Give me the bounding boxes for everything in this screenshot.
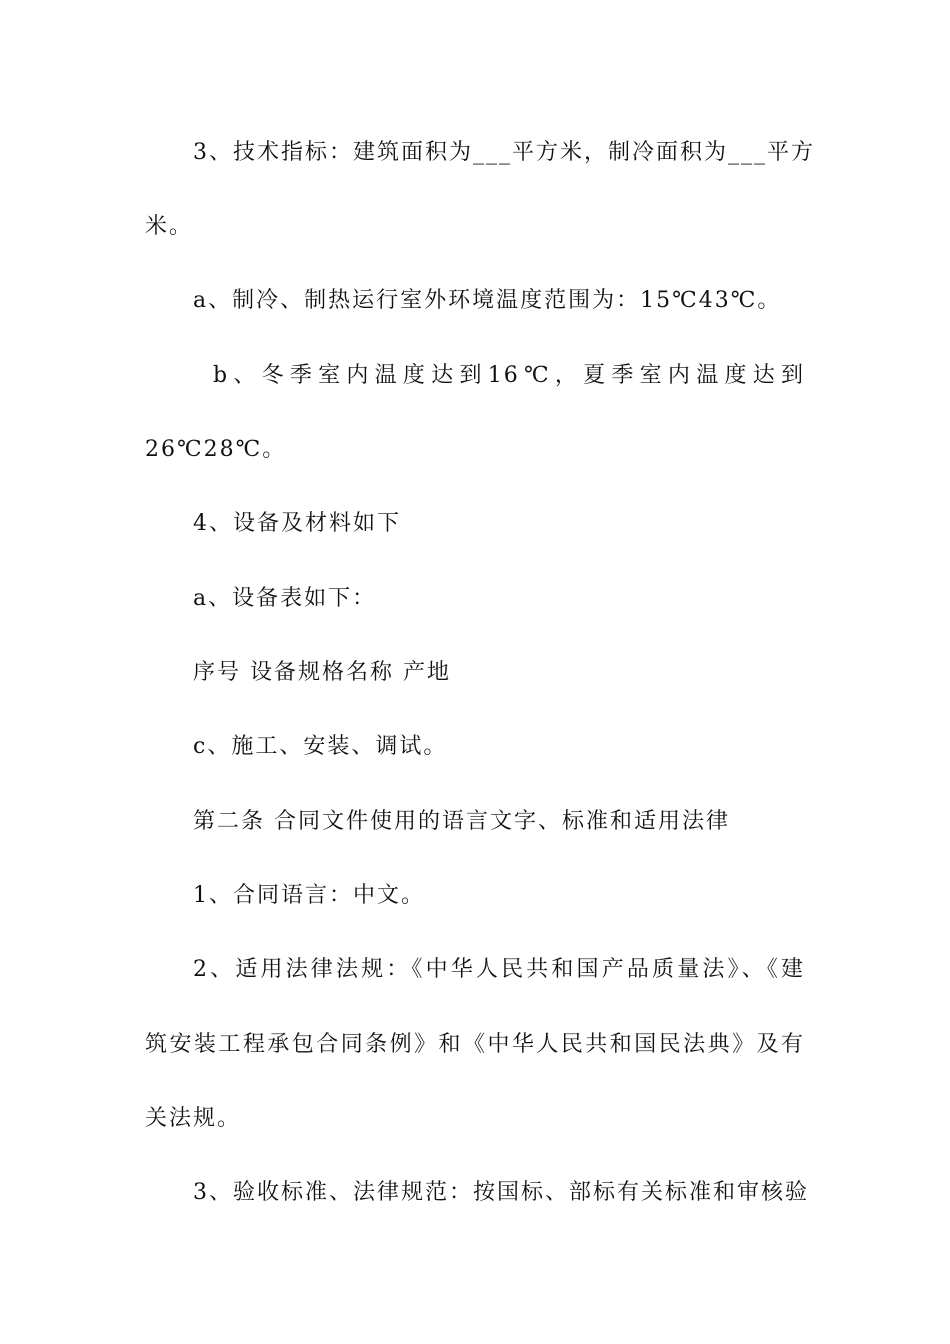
paragraph-line: 筑安装工程承包合同条例》和《中华人民共和国民法典》及有 — [145, 1032, 805, 1057]
paragraph-line: 米。 — [145, 214, 194, 239]
paragraph-line: 3、验收标准、法律规范：按国标、部标有关标准和审核验 — [193, 1180, 809, 1205]
paragraph-line: 3、技术指标：建筑面积为___平方米，制冷面积为___平方 — [193, 140, 815, 165]
paragraph-line: 关法规。 — [145, 1106, 242, 1131]
paragraph-line: 26℃28℃。 — [145, 437, 287, 462]
paragraph-line: a、制冷、制热运行室外环境温度范围为：15℃43℃。 — [193, 288, 782, 313]
paragraph-line: c、施工、安装、调试。 — [193, 734, 448, 759]
paragraph-line: b、冬季室内温度达到16℃，夏季室内温度达到 — [213, 363, 805, 388]
article-heading: 第二条 合同文件使用的语言文字、标准和适用法律 — [193, 809, 730, 834]
paragraph-line: 2、适用法律法规：《中华人民共和国产品质量法》、《建 — [193, 957, 805, 982]
paragraph-line: 序号 设备规格名称 产地 — [193, 660, 451, 685]
paragraph-line: 1、合同语言：中文。 — [193, 883, 425, 908]
paragraph-line: a、设备表如下： — [193, 586, 377, 611]
paragraph-line: 4、设备及材料如下 — [193, 511, 401, 536]
